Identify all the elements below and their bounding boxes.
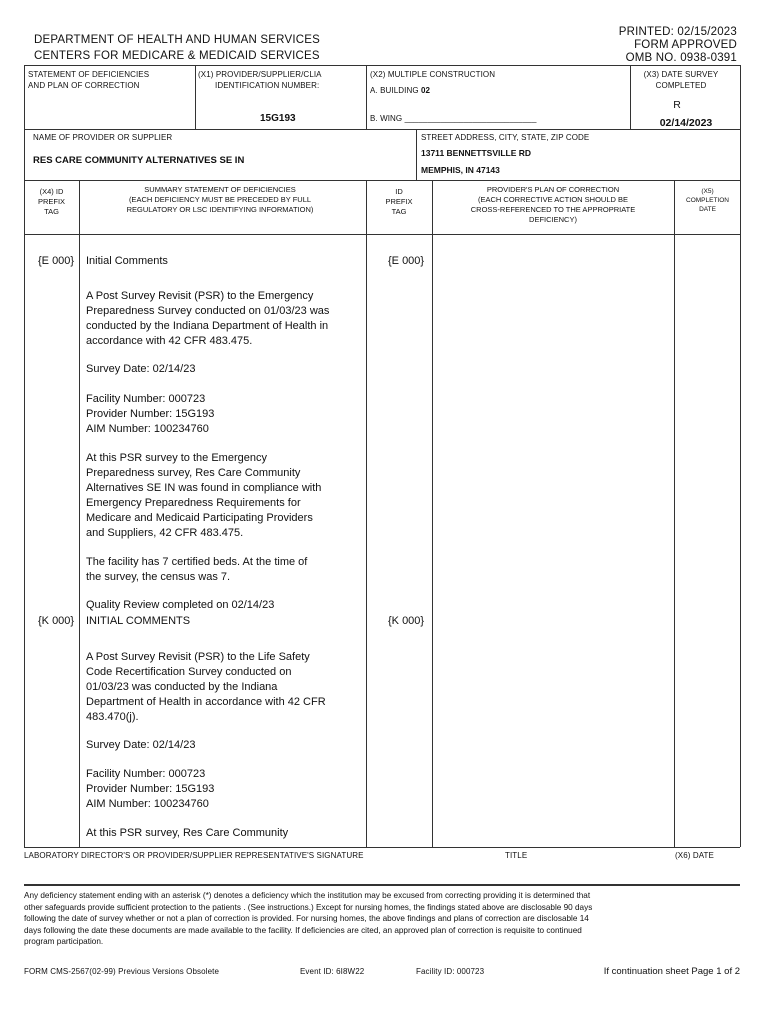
deficiency-footnote: Any deficiency statement ending with an asterisk (*) denotes a deficiency which the institution may be excused from correcting providing it is determined that other safeguards provide sufficient protection to the patients . (See instructions.) Except for nursing homes, the findings stated above are disclosable 90 days following the date of survey whether or not a plan of correction is provided. For nursing homes, the above findings and plans of correction are disclosable 14 days following the date these documents are made available to the facility. If deficiencies are cited, an approved plan of correction is requisite to continued program participation. <box>24 891 593 946</box>
e-census-statement: The facility has 7 certified beds. At the time of the survey, the census was 7. <box>86 556 308 583</box>
x1-identification-number: 15G193 <box>260 113 296 124</box>
e-compliance-statement: At this PSR survey to the Emergency Preparedness survey, Res Care Community Alternatives SE IN was found in compliance with Emergency Preparedness Requirements for Medicare and Medicaid Participating Providers and Suppliers, 42 CFR 483.475. <box>86 452 322 539</box>
title-label: TITLE <box>505 851 528 860</box>
x2-building-value: 02 <box>421 86 431 95</box>
e-survey-date: Survey Date: 02/14/23 <box>86 363 196 375</box>
form-number: FORM CMS-2567(02-99) Previous Versions Obsolete <box>24 967 219 976</box>
x3-label: (X3) DATE SURVEY COMPLETED <box>643 70 719 90</box>
summary-header: SUMMARY STATEMENT OF DEFICIENCIES (EACH DEFICIENCY MUST BE PRECEDED BY FULL REGULATORY OR LSC IDENTIFYING INFORMATION) <box>126 185 314 214</box>
e-facility-info: Facility Number: 000723 Provider Number: 15G193 AIM Number: 100234760 <box>86 393 215 435</box>
omb-number: OMB NO. 0938-0391 <box>625 52 737 64</box>
k-paragraph-intro: A Post Survey Revisit (PSR) to the Life Safety Code Recertification Survey conducted on 01/03/23 was conducted by the Indiana Department of Health in accordance with 42 CFR 483.470(j). <box>86 651 326 723</box>
form-approved-label: FORM APPROVED <box>634 39 737 51</box>
address-label: STREET ADDRESS, CITY, STATE, ZIP CODE <box>421 133 590 142</box>
k-facility-info: Facility Number: 000723 Provider Number: 15G193 AIM Number: 100234760 <box>86 768 215 810</box>
x4-prefix-header: (X4) ID PREFIX TAG <box>37 187 66 216</box>
statement-label: STATEMENT OF DEFICIENCIES AND PLAN OF CORRECTION <box>28 70 150 90</box>
x2-wing: B. WING _____________________________ <box>370 114 537 123</box>
department-name: DEPARTMENT OF HEALTH AND HUMAN SERVICES <box>34 34 320 46</box>
e-prefix-tag: {E 000} <box>38 255 75 267</box>
id-prefix-header: ID PREFIX TAG <box>385 187 413 216</box>
e-section-title: Initial Comments <box>86 255 168 267</box>
continuation-page: If continuation sheet Page 1 of 2 <box>603 966 740 977</box>
k-survey-date: Survey Date: 02/14/23 <box>86 739 196 751</box>
k-id-prefix-tag: {K 000} <box>388 615 425 627</box>
provider-name: RES CARE COMMUNITY ALTERNATIVES SE IN <box>33 155 245 166</box>
city-state-zip: MEMPHIS, IN 47143 <box>421 165 500 175</box>
signature-label: LABORATORY DIRECTOR'S OR PROVIDER/SUPPLIER REPRESENTATIVE'S SIGNATURE <box>24 851 364 860</box>
e-paragraph-intro: A Post Survey Revisit (PSR) to the Emergency Preparedness Survey conducted on 01/03/23 was conducted by the Indiana Department of Health in accordance with 42 CFR 483.475. <box>86 290 330 347</box>
k-prefix-tag: {K 000} <box>38 615 75 627</box>
k-survey-statement: At this PSR survey, Res Care Community <box>86 827 289 839</box>
x3-survey-date: 02/14/2023 <box>659 117 713 129</box>
x2-building: A. BUILDING 02 <box>370 86 431 95</box>
plan-header: PROVIDER'S PLAN OF CORRECTION (EACH CORRECTIVE ACTION SHOULD BE CROSS-REFERENCED TO THE APPROPRIATE DEFICIENCY) <box>470 185 636 224</box>
event-id: Event ID: 6I8W22 <box>300 967 365 976</box>
provider-name-label: NAME OF PROVIDER OR SUPPLIER <box>33 133 173 142</box>
agency-name: CENTERS FOR MEDICARE & MEDICAID SERVICES <box>34 50 320 62</box>
x1-label: (X1) PROVIDER/SUPPLIER/CLIA IDENTIFICATION NUMBER: <box>198 70 322 90</box>
completion-date-header: (X5) COMPLETION DATE <box>686 188 729 213</box>
e-quality-review: Quality Review completed on 02/14/23 <box>86 599 275 611</box>
x6-date-label: (X6) DATE <box>675 851 714 860</box>
printed-date: PRINTED: 02/15/2023 <box>618 26 737 38</box>
facility-id: Facility ID: 000723 <box>416 967 485 976</box>
x3-r: R <box>673 99 681 111</box>
x2-label: (X2) MULTIPLE CONSTRUCTION <box>370 70 496 79</box>
k-section-title: INITIAL COMMENTS <box>86 615 191 627</box>
street-address: 13711 BENNETTSVILLE RD <box>421 148 532 158</box>
e-id-prefix-tag: {E 000} <box>388 255 425 267</box>
